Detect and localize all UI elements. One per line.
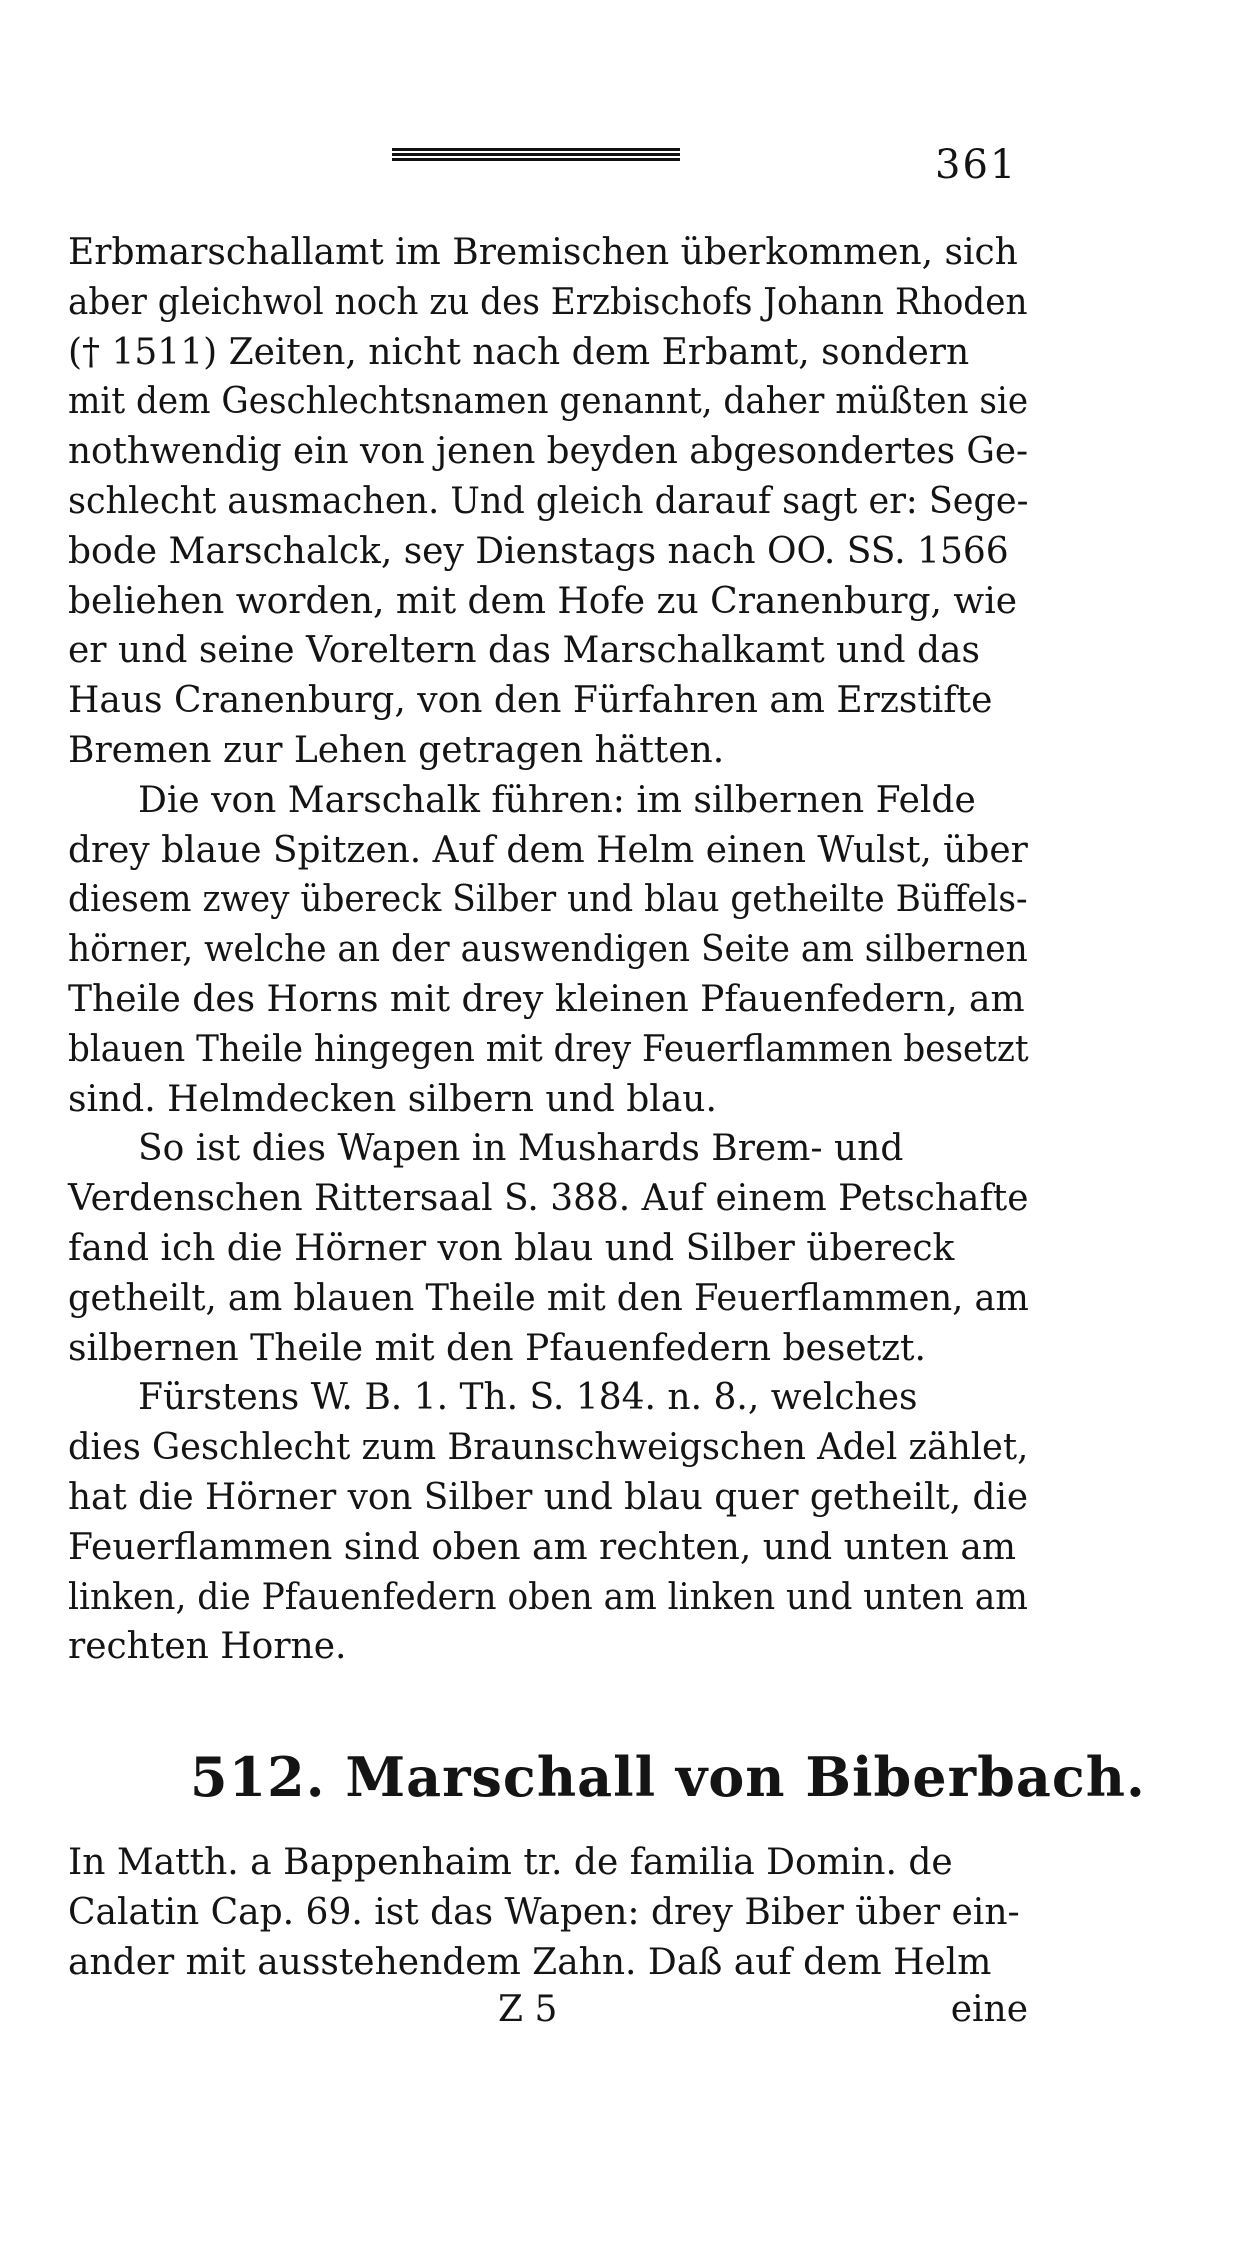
- text-line: silbernen Theile mit den Pfauenfedern besetzt.: [68, 1327, 926, 1369]
- text-line: diesem zwey übereck Silber und blau getheilte Büffels-: [68, 879, 1028, 921]
- signature-mark: Z 5: [498, 1989, 558, 2030]
- text-line: Calatin Cap. 69. ist das Wapen: drey Biber über ein-: [68, 1891, 1020, 1933]
- text-line: In Matth. a Bappenhaim tr. de familia Domin. de: [68, 1842, 953, 1883]
- text-line: Feuerflammen sind oben am rechten, und unten am: [68, 1526, 1016, 1568]
- text-line: Theile des Horns mit drey kleinen Pfauenfedern, am: [68, 978, 1025, 1020]
- paragraph: [68, 228, 1028, 776]
- text-line: schlecht ausmachen. Und gleich darauf sagt er: Sege-: [68, 480, 1029, 522]
- text-line: fand ich die Hörner von blau und Silber übereck: [68, 1227, 955, 1269]
- text-line: So ist dies Wapen in Mushards Brem- und: [138, 1128, 904, 1170]
- text-line: Haus Cranenburg, von den Fürfahren am Erzstifte: [68, 680, 993, 722]
- text-line: er und seine Voreltern das Marschalkamt und das: [68, 630, 980, 672]
- text-line: sind. Helmdecken silbern und blau.: [68, 1078, 717, 1120]
- section-text: [68, 1838, 1028, 1987]
- text-line: drey blaue Spitzen. Auf dem Helm einen Wulst, über: [68, 829, 1028, 871]
- header-rule: [392, 148, 680, 162]
- text-line: Bremen zur Lehen getragen hätten.: [68, 729, 725, 771]
- text-line: blauen Theile hingegen mit drey Feuerflammen besetzt: [68, 1028, 1029, 1070]
- text-line: beliehen worden, mit dem Hofe zu Cranenburg, wie: [68, 580, 1018, 622]
- paragraph: [68, 1124, 1028, 1373]
- text-line: linken, die Pfauenfedern oben am linken und unten am: [68, 1576, 1028, 1618]
- text-line: aber gleichwol noch zu des Erzbischofs Johann Rhoden: [68, 281, 1028, 323]
- page-number: 361: [935, 142, 1018, 188]
- main-text: [68, 228, 1028, 1672]
- section-heading: 512. Marschall von Biberbach.: [190, 1745, 1146, 1809]
- paragraph: [68, 776, 1028, 1125]
- text-line: bode Marschalck, sey Dienstags nach OO. SS. 1566: [68, 530, 1009, 572]
- text-line: hörner, welche an der auswendigen Seite am silbernen: [68, 929, 1028, 971]
- text-line: ander mit ausstehendem Zahn. Daß auf dem Helm: [68, 1941, 992, 1983]
- text-line: hat die Hörner von Silber und blau quer getheilt, die: [68, 1476, 1029, 1518]
- text-line: nothwendig ein von jenen beyden abgesondertes Ge-: [68, 431, 1029, 473]
- text-line: († 1511) Zeiten, nicht nach dem Erbamt, sondern: [68, 331, 970, 373]
- text-line: Erbmarschallamt im Bremischen überkommen, sich: [68, 232, 1018, 273]
- paragraph: [68, 1373, 1028, 1672]
- text-line: mit dem Geschlechtsnamen genannt, daher müßten sie: [68, 381, 1029, 423]
- catchword: eine: [950, 1989, 1028, 2030]
- text-line: getheilt, am blauen Theile mit den Feuerflammen, am: [68, 1277, 1029, 1319]
- page-footer: [68, 1985, 1028, 2035]
- text-line: Die von Marschalk führen: im silbernen Felde: [138, 779, 976, 821]
- text-line: Fürstens W. B. 1. Th. S. 184. n. 8., welches: [138, 1377, 918, 1419]
- text-line: dies Geschlecht zum Braunschweigschen Adel zählet,: [68, 1427, 1029, 1469]
- text-line: Verdenschen Rittersaal S. 388. Auf einem Petschafte: [68, 1178, 1029, 1220]
- text-line: rechten Horne.: [68, 1626, 347, 1668]
